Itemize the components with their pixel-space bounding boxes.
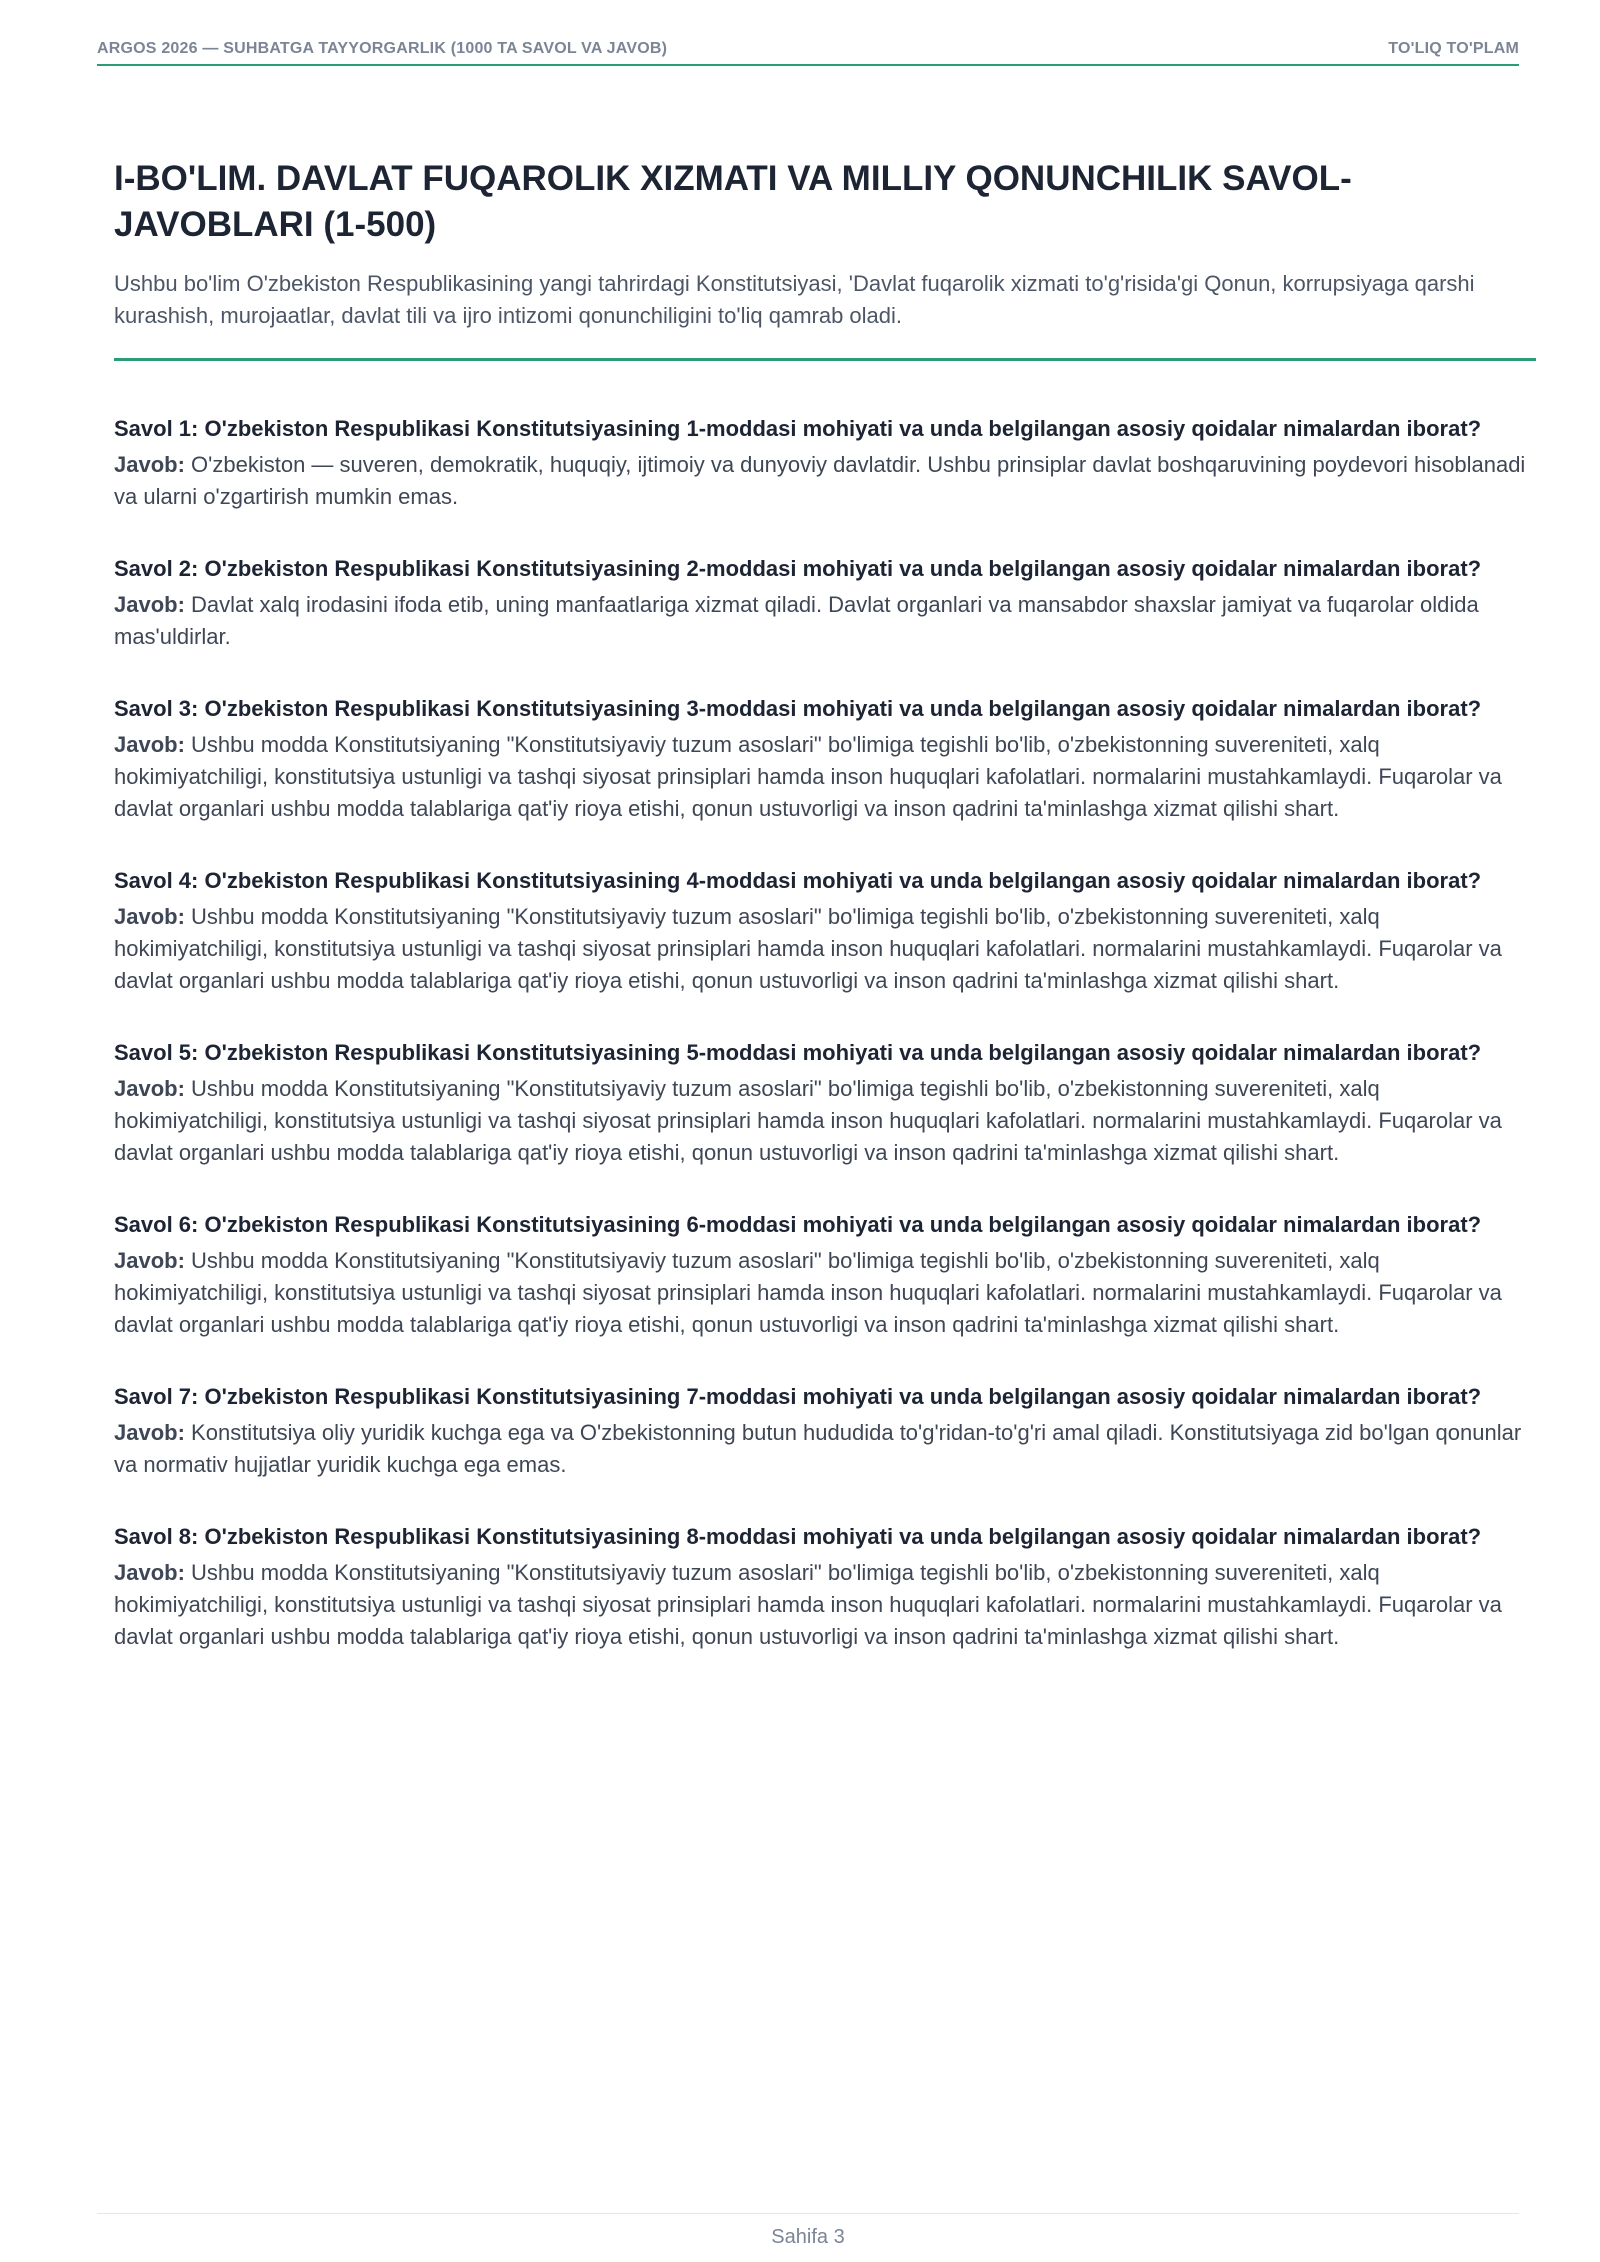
running-header [97, 40, 1519, 66]
answer [114, 901, 1536, 997]
answer-text: Davlat xalq irodasini ifoda etib, uning manfaatlariga xizmat qiladi. Davlat organlari va mansabdor shaxslar jamiyat va fuqarolar oldida mas'uldirlar. [114, 592, 1479, 649]
qa-item [114, 1381, 1536, 1481]
answer-text: Ushbu modda Konstitutsiyaning "Konstitutsiyaviy tuzum asoslari" bo'limiga tegishli bo'lib, o'zbekistonning suvereniteti, xalq hokimiyatchiligi, konstitutsiya ustunligi va tashqi siyosat prinsiplari hamda inson huquqlari kafolatlari. normalarini mustahkamlaydi. Fuqarolar va davlat organlari ushbu modda talablariga qat'iy rioya etishi, qonun ustuvorligi va inson qadrini ta'minlashga xizmat qilishi shart. [114, 1248, 1502, 1337]
section-title: I-BO'LIM. DAVLAT FUQAROLIK XIZMATI VA MILLIY QONUNCHILIK SAVOL-JAVOBLARI (1-500) [114, 159, 1352, 244]
question-text: Savol 2: O'zbekiston Respublikasi Konstitutsiyasining 2-moddasi mohiyati va unda belgilangan asosiy qoidalar nimalardan iborat? [114, 556, 1482, 581]
question-text: Savol 3: O'zbekiston Respublikasi Konstitutsiyasining 3-moddasi mohiyati va unda belgilangan asosiy qoidalar nimalardan iborat? [114, 696, 1482, 721]
answer [114, 449, 1536, 513]
qa-item [114, 1037, 1536, 1169]
answer-label: Javob: [114, 1248, 185, 1273]
question-text: Savol 8: O'zbekiston Respublikasi Konstitutsiyasining 8-moddasi mohiyati va unda belgilangan asosiy qoidalar nimalardan iborat? [114, 1524, 1482, 1549]
answer [114, 1245, 1536, 1341]
answer-label: Javob: [114, 592, 185, 617]
answer-text: Ushbu modda Konstitutsiyaning "Konstitutsiyaviy tuzum asoslari" bo'limiga tegishli bo'lib, o'zbekistonning suvereniteti, xalq hokimiyatchiligi, konstitutsiya ustunligi va tashqi siyosat prinsiplari hamda inson huquqlari kafolatlari. normalarini mustahkamlaydi. Fuqarolar va davlat organlari ushbu modda talablariga qat'iy rioya etishi, qonun ustuvorligi va inson qadrini ta'minlashga xizmat qilishi shart. [114, 1560, 1502, 1649]
answer-label: Javob: [114, 1560, 185, 1585]
answer-label: Javob: [114, 452, 185, 477]
answer [114, 1073, 1536, 1169]
question-text: Savol 4: O'zbekiston Respublikasi Konstitutsiyasining 4-moddasi mohiyati va unda belgilangan asosiy qoidalar nimalardan iborat? [114, 868, 1482, 893]
question-text: Savol 5: O'zbekiston Respublikasi Konstitutsiyasining 5-moddasi mohiyati va unda belgilangan asosiy qoidalar nimalardan iborat? [114, 1040, 1482, 1065]
qa-item [114, 413, 1536, 513]
qa-item [114, 553, 1536, 653]
qa-item [114, 865, 1536, 997]
answer-text: O'zbekiston — suveren, demokratik, huquqiy, ijtimoiy va dunyoviy davlatdir. Ushbu prinsiplar davlat boshqaruvining poydevori hisoblanadi va ularni o'zgartirish mumkin emas. [114, 452, 1526, 509]
qa-item [114, 1521, 1536, 1653]
answer-text: Ushbu modda Konstitutsiyaning "Konstitutsiyaviy tuzum asoslari" bo'limiga tegishli bo'lib, o'zbekistonning suvereniteti, xalq hokimiyatchiligi, konstitutsiya ustunligi va tashqi siyosat prinsiplari hamda inson huquqlari kafolatlari. normalarini mustahkamlaydi. Fuqarolar va davlat organlari ushbu modda talablariga qat'iy rioya etishi, qonun ustuvorligi va inson qadrini ta'minlashga xizmat qilishi shart. [114, 904, 1502, 993]
section-intro: Ushbu bo'lim O'zbekiston Respublikasining yangi tahrirdagi Konstitutsiyasi, 'Davlat fuqarolik xizmati to'g'risida'gi Qonun, korrupsiyaga qarshi kurashish, murojaatlar, davlat tili va ijro intizomi qonunchiligini to'liq qamrab oladi. [114, 271, 1475, 328]
header-document-title: ARGOS 2026 — SUHBATGA TAYYORGARLIK (1000 TA SAVOL VA JAVOB) [97, 40, 668, 57]
question-text: Savol 1: O'zbekiston Respublikasi Konstitutsiyasining 1-moddasi mohiyati va unda belgilangan asosiy qoidalar nimalardan iborat? [114, 416, 1482, 441]
header-collection-label: TO'LIQ TO'PLAM [1388, 40, 1519, 57]
answer-text: Ushbu modda Konstitutsiyaning "Konstitutsiyaviy tuzum asoslari" bo'limiga tegishli bo'lib, o'zbekistonning suvereniteti, xalq hokimiyatchiligi, konstitutsiya ustunligi va tashqi siyosat prinsiplari hamda inson huquqlari kafolatlari. normalarini mustahkamlaydi. Fuqarolar va davlat organlari ushbu modda talablariga qat'iy rioya etishi, qonun ustuvorligi va inson qadrini ta'minlashga xizmat qilishi shart. [114, 732, 1502, 821]
answer-text: Ushbu modda Konstitutsiyaning "Konstitutsiyaviy tuzum asoslari" bo'limiga tegishli bo'lib, o'zbekistonning suvereniteti, xalq hokimiyatchiligi, konstitutsiya ustunligi va tashqi siyosat prinsiplari hamda inson huquqlari kafolatlari. normalarini mustahkamlaydi. Fuqarolar va davlat organlari ushbu modda talablariga qat'iy rioya etishi, qonun ustuvorligi va inson qadrini ta'minlashga xizmat qilishi shart. [114, 1076, 1502, 1165]
page-content [114, 156, 1536, 1693]
question-text: Savol 6: O'zbekiston Respublikasi Konstitutsiyasining 6-moddasi mohiyati va unda belgilangan asosiy qoidalar nimalardan iborat? [114, 1212, 1482, 1237]
answer-label: Javob: [114, 1076, 185, 1101]
answer [114, 589, 1536, 653]
answer [114, 1417, 1536, 1481]
answer-label: Javob: [114, 904, 185, 929]
answer-text: Konstitutsiya oliy yuridik kuchga ega va O'zbekistonning butun hududida to'g'ridan-to'g'ri amal qiladi. Konstitutsiyaga zid bo'lgan qonunlar va normativ hujjatlar yuridik kuchga ega emas. [114, 1420, 1522, 1477]
page-number: Sahifa 3 [771, 2226, 845, 2248]
answer-label: Javob: [114, 1420, 185, 1445]
qa-list [114, 413, 1536, 1653]
page-footer [97, 2213, 1519, 2249]
section-divider [114, 358, 1536, 361]
answer [114, 729, 1536, 825]
qa-item [114, 693, 1536, 825]
question-text: Savol 7: O'zbekiston Respublikasi Konstitutsiyasining 7-moddasi mohiyati va unda belgilangan asosiy qoidalar nimalardan iborat? [114, 1384, 1482, 1409]
answer-label: Javob: [114, 732, 185, 757]
qa-item [114, 1209, 1536, 1341]
answer [114, 1557, 1536, 1653]
